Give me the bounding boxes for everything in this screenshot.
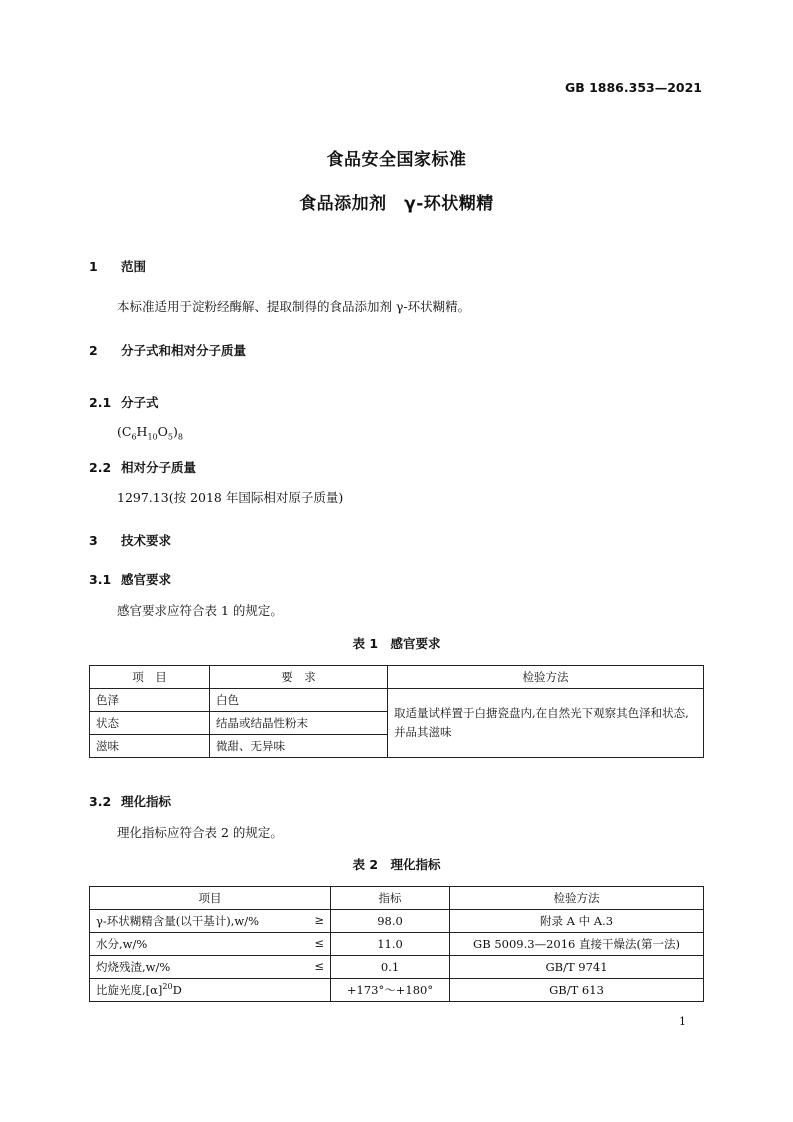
table-cell: 滋味 xyxy=(90,735,210,758)
molecular-formula: $(C_6H_{10}O_5)_8$ xyxy=(117,424,183,442)
table-header: 要 求 xyxy=(210,666,388,689)
table-cell: GB/T 613 xyxy=(450,979,704,1002)
table-cell: GB/T 9741 xyxy=(450,956,704,979)
section-2-1-heading xyxy=(89,393,159,411)
section-3-2-text: 理化指标应符合表 2 的规定。 xyxy=(117,825,283,840)
table-header: 项目 xyxy=(90,887,331,910)
document-title: 食品安全国家标准 xyxy=(326,150,467,170)
table-header: 项 目 xyxy=(90,666,210,689)
table-cell: 附录 A 中 A.3 xyxy=(450,910,704,933)
section-2-2-heading xyxy=(89,458,196,476)
section-number: 3.2 xyxy=(89,794,112,809)
section-number: 2 xyxy=(89,343,98,358)
table-cell: 比旋光度$,[\alpha]^{20}D$ xyxy=(90,979,331,1002)
section-3-1-text: 感官要求应符合表 1 的规定。 xyxy=(117,603,283,618)
section-title: 范围 xyxy=(121,259,147,274)
table-2-caption: 表 2 理化指标 xyxy=(352,857,441,872)
table-header: 指标 xyxy=(331,887,450,910)
table-cell: 11.0 xyxy=(331,933,450,956)
table-cell: 0.1 xyxy=(331,956,450,979)
table-cell: 微甜、无异味 xyxy=(210,735,388,758)
table-1-caption: 表 1 感官要求 xyxy=(352,636,441,651)
table-cell: γ-环状糊精含量(以干基计),w/% ≥ xyxy=(90,910,331,933)
table-cell: 灼烧残渣,w/% ≤ xyxy=(90,956,331,979)
section-3-heading xyxy=(89,531,171,549)
section-number: 3 xyxy=(89,533,98,548)
section-title: 分子式 xyxy=(121,395,159,410)
section-title: 分子式和相对分子质量 xyxy=(121,343,247,358)
section-3-1-heading xyxy=(89,570,171,588)
table-cell: 98.0 xyxy=(331,910,450,933)
table-cell: 水分,w/% ≤ xyxy=(90,933,331,956)
section-number: 2.1 xyxy=(89,395,112,410)
section-title: 感官要求 xyxy=(121,572,172,587)
section-number: 2.2 xyxy=(89,460,112,475)
table-header: 检验方法 xyxy=(450,887,704,910)
section-number: 1 xyxy=(89,259,98,274)
section-title: 理化指标 xyxy=(121,794,172,809)
section-number: 3.1 xyxy=(89,572,112,587)
table-cell: GB 5009.3—2016 直接干燥法(第一法) xyxy=(450,933,704,956)
section-1-heading xyxy=(89,257,146,275)
section-title: 相对分子质量 xyxy=(121,460,197,475)
table-cell: 白色 xyxy=(210,689,388,712)
section-title: 技术要求 xyxy=(121,533,172,548)
section-2-heading xyxy=(89,341,246,359)
table-cell: 状态 xyxy=(90,712,210,735)
table-header: 检验方法 xyxy=(388,666,704,689)
table-cell: 结晶或结晶性粉末 xyxy=(210,712,388,735)
molecular-mass-text: 1297.13(按 2018 年国际相对原子质量) xyxy=(117,490,344,505)
sensory-requirements-table xyxy=(89,665,704,758)
page-number: 1 xyxy=(679,1015,686,1028)
table-cell: 色泽 xyxy=(90,689,210,712)
document-subtitle: 食品添加剂 γ-环状糊精 xyxy=(299,194,494,214)
table-cell: +173°～+180° xyxy=(331,979,450,1002)
section-3-2-heading xyxy=(89,792,171,810)
physicochemical-indices-table xyxy=(89,886,704,1002)
section-1-text: 本标准适用于淀粉经酶解、提取制得的食品添加剂 γ-环状糊精。 xyxy=(117,299,471,314)
table-cell: 取适量试样置于白搪瓷盘内,在自然光下观察其色泽和状态,并品其滋味 xyxy=(388,689,704,758)
standard-code: GB 1886.353—2021 xyxy=(564,80,702,95)
